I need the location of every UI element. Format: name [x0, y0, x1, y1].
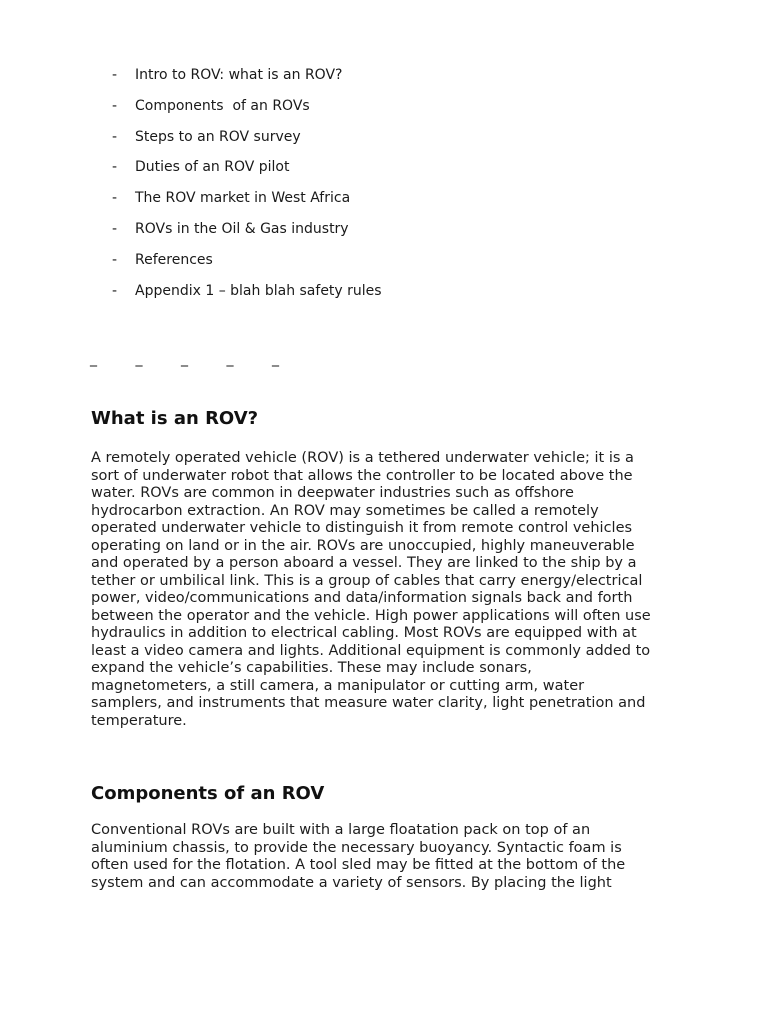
list-dash: -	[112, 220, 118, 237]
toc-item	[112, 128, 672, 159]
toc-item-label: The ROV market in West Africa	[135, 190, 351, 207]
separator-mark: _	[181, 351, 188, 367]
toc-item	[112, 66, 672, 97]
list-dash: -	[112, 67, 118, 83]
toc-item	[112, 282, 672, 313]
table-of-contents	[112, 66, 672, 312]
list-dash: -	[112, 97, 118, 114]
toc-item-label: Duties of an ROV pilot	[135, 159, 290, 176]
separator-mark: _	[272, 351, 279, 367]
list-dash: -	[112, 128, 118, 145]
toc-item	[112, 189, 672, 220]
separator-mark: _	[135, 351, 143, 367]
toc-item-label: Intro to ROV: what is an ROV?	[135, 67, 343, 83]
section-body-components: Conventional ROVs are built with a large floatation pack on top of an aluminium chassis, to provide the necessary buoyancy. Syntactic foam is often used for the flotation. A tool sled may be fitted at the bottom of the system and can accommodate a variety of sensors. By placing the light	[91, 822, 626, 891]
toc-item	[112, 251, 672, 282]
separator-mark: _	[226, 351, 234, 367]
toc-item	[112, 97, 672, 128]
toc-item-label: Components of an ROVs	[135, 97, 310, 114]
toc-item-label: References	[135, 251, 213, 268]
toc-item	[112, 220, 672, 251]
toc-item-label: ROVs in the Oil & Gas industry	[135, 220, 349, 237]
separator-mark: _	[90, 351, 97, 367]
list-dash: -	[112, 190, 118, 207]
section-heading-what-is-rov: What is an ROV?	[91, 408, 259, 429]
section-body-what-is-rov: A remotely operated vehicle (ROV) is a tethered underwater vehicle; it is a sort of underwater robot that allows the controller to be located above the water. ROVs are common in deepwater industries such as offshore hydrocarbon extraction. An ROV may sometimes be called a remotely operated underwater vehicle to distinguish it from remote control vehicles operating on land or in the air. ROVs are unoccupied, highly maneuverable and operated by a person aboard a vessel. They are linked to the ship by a tether or umbilical link. This is a group of cables that carry energy/electrical power, video/communications and data/information signals back and forth between the operator and the vehicle. High power applications will often use hydraulics in addition to electrical cabling. Most ROVs are equipped with at least a video camera and lights. Additional equipment is commonly added to expand the vehicle’s capabilities. These may include sonars, magnetometers, a still camera, a manipulator or cutting arm, water samplers, and instruments that measure water clarity, light penetration and temperature.	[91, 450, 651, 729]
list-dash: -	[112, 159, 118, 176]
separator-line	[90, 350, 318, 368]
list-dash: -	[112, 251, 118, 268]
section-heading-components: Components of an ROV	[91, 783, 325, 804]
toc-item-label: Appendix 1 – blah blah safety rules	[135, 282, 382, 299]
toc-item-label: Steps to an ROV survey	[135, 128, 301, 145]
toc-item	[112, 158, 672, 189]
list-dash: -	[112, 282, 118, 299]
